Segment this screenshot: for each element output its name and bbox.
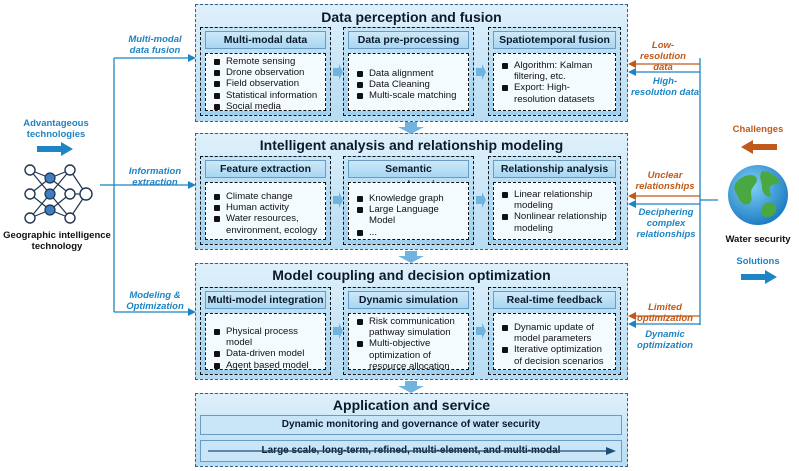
list-item: Algorithm: Kalman filtering, etc.	[514, 60, 611, 82]
list-item: Export: High-resolution datasets	[514, 82, 611, 104]
box-title: Dynamic simulation	[348, 291, 469, 309]
box-title: Multi-model integration	[205, 291, 326, 309]
service-box-scale: Large scale, long-term, refined, multi-element, and multi-modal	[200, 440, 622, 462]
panel-title: Model coupling and decision optimization	[272, 267, 551, 283]
solution-label-dynamic: Dynamic optimization	[637, 329, 693, 351]
box-title: Feature extraction	[205, 160, 326, 178]
list-item: Data alignment	[369, 68, 464, 79]
box-title: Data pre-processing	[348, 31, 469, 49]
list-item: Climate change	[226, 191, 321, 202]
list-item: Agent based model	[226, 360, 321, 371]
right-arrow-icon	[741, 270, 777, 284]
list-item: Statistical information	[226, 90, 321, 101]
list-item: Field observation	[226, 78, 321, 89]
box-title: Real-time feedback	[493, 291, 616, 309]
box-title: Relationship analysis	[493, 160, 616, 178]
list-item: Data-driven model	[226, 348, 321, 359]
water-security-label: Water security	[725, 234, 791, 245]
list-item: Data Cleaning	[369, 79, 464, 90]
list-item: Social media	[226, 101, 321, 112]
list-item: Dynamic update of model parameters	[514, 322, 611, 344]
box-title: Semantic	[348, 160, 469, 178]
list-item: Nonlinear relationship modeling	[514, 211, 611, 233]
list-item: Water resources, environment, ecology	[226, 213, 321, 235]
list-item: Drone observation	[226, 67, 321, 78]
challenge-label-unclear: Unclear relationships	[635, 170, 695, 192]
list-item: Multi-objective optimization of resource allocation	[369, 338, 464, 372]
list-item: Remote sensing	[226, 56, 321, 67]
panel-title: Data perception and fusion	[321, 9, 502, 25]
left-arrow-icon	[741, 140, 777, 154]
list-item: Large Language Model	[369, 204, 464, 226]
list-item: Linear relationship modeling	[514, 189, 611, 211]
panel-title: Intelligent analysis and relationship modeling	[259, 137, 564, 153]
link-label-multimodal: Multi-modal data fusion	[128, 34, 182, 56]
solution-label-high-resolution: High-resolution data	[630, 76, 700, 98]
solution-label-deciphering: Deciphering complex relationships	[636, 207, 696, 240]
list-item: Risk communication pathway simulation	[369, 316, 464, 338]
challenges-label: Challenges	[732, 124, 784, 135]
panel-title: Application and service	[332, 397, 491, 413]
list-item: Knowledge graph	[369, 193, 464, 204]
service-box-monitoring: Dynamic monitoring and governance of water security	[200, 415, 622, 435]
solutions-label: Solutions	[736, 256, 780, 267]
box-title: Multi-modal data	[205, 31, 326, 49]
list-item: ...	[369, 227, 464, 238]
list-item: Physical process model	[226, 326, 321, 348]
list-item: Human activity	[226, 202, 321, 213]
box-title: Spatiotemporal fusion	[493, 31, 616, 49]
list-item: Multi-scale matching	[369, 90, 464, 101]
earth-globe-icon	[726, 163, 790, 227]
list-item: Iterative optimization of decision scenarios	[514, 344, 611, 366]
link-label-information: Information extraction	[128, 166, 182, 188]
link-label-modeling: Modeling & Optimization	[126, 290, 184, 312]
challenge-label-limited: Limited optimization	[637, 302, 693, 324]
geographic-intelligence-label: Geographic intelligence technology	[3, 230, 111, 252]
challenge-label-low-resolution: Low-resolution data	[640, 40, 686, 73]
advantageous-technologies-label: Advantageous technologies	[23, 118, 89, 140]
